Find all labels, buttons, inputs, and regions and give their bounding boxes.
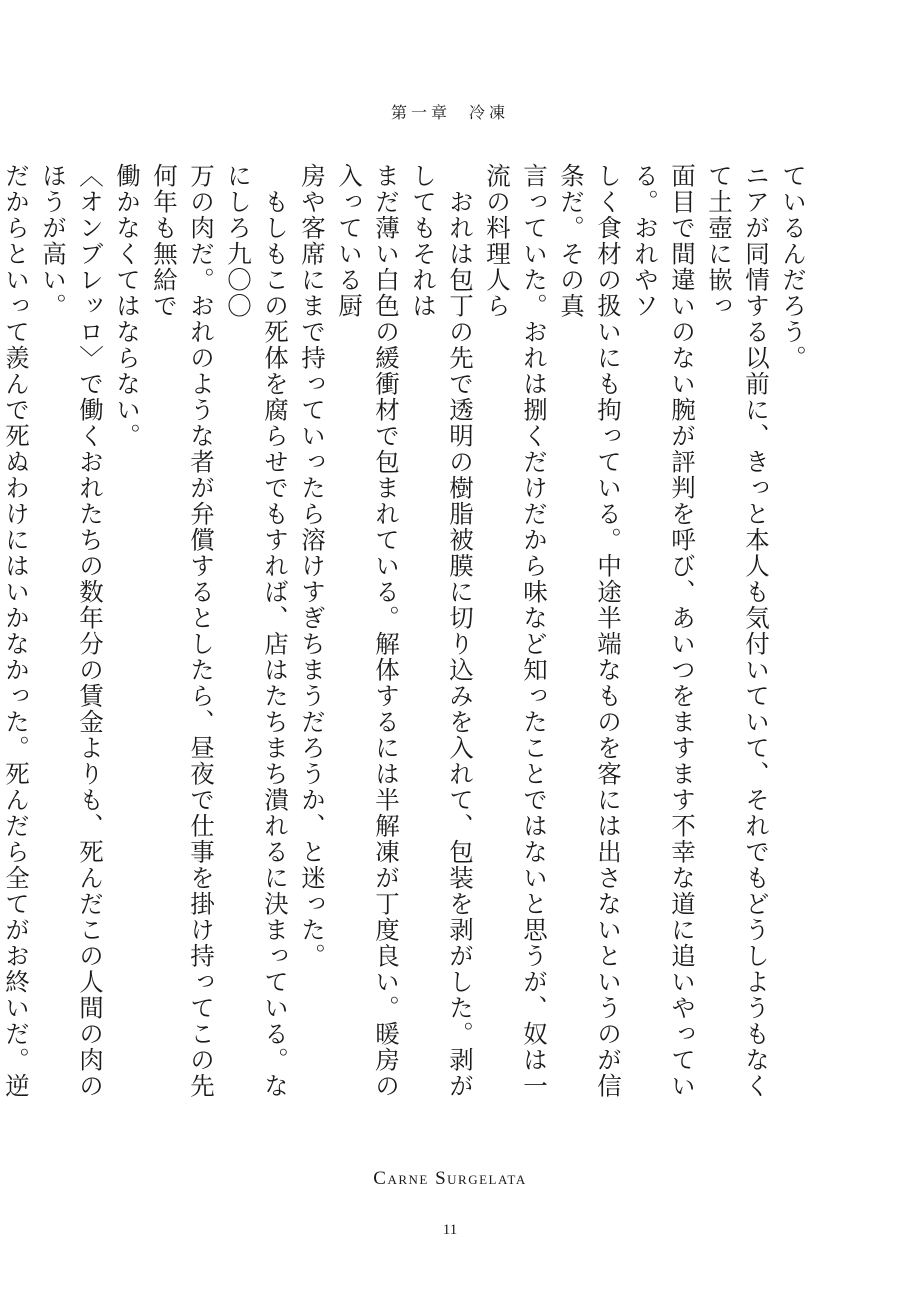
chapter-name: 冷凍 [469,103,510,122]
page-number: 11 [442,1222,458,1238]
paragraph: 〈オンブレッロ〉で働くおれたちの数年分の賃金よりも、死んだこの人間の肉のほうが高い。 だからといって羨んで死ぬわけにはいかなかった。死んだら全てがお終いだ。逆 [2,163,105,1099]
chapter-title [0,100,900,123]
chapter-label: 第一章 [390,103,451,122]
paragraph: おれは包丁の先で透明の樹脂被膜に切り込みを入れて、包装を剥がした。剥がしてもそれは まだ薄い白色の緩衝材で包まれている。解体するには半解凍が丁度良い。暖房の入っている厨 房や客席にまで持っていったら溶けすぎちまうだろうか、と迷った。 [298,163,475,1099]
paragraph: もしもこの死体を腐らせでもすれば、店はたちまち潰れるに決まっている。なにしろ九〇〇 万の肉だ。おれのような者が弁償するとしたら、昼夜で仕事を掛け持ってこの先何年も無給で 働かなくてはならない。 [113,163,290,1099]
body-text [2,163,812,1123]
book-title: Carne Surgelata [373,1168,527,1189]
paragraph: ているんだろう。 ニアが同情する以前に、きっと本人も気付いていて、それでもどうしようもなくて土壺に嵌っ 面目で間違いのない腕が評判を呼び、あいつをますます不幸な道に追いやっている。おれやソ しく食材の扱いにも拘っている。中途半端なものを客には出さないというのが信条だ。その真 言っていた。おれは捌くだけだから味など知ったことではないと思うが、奴は一流の料理人ら [483,163,808,1099]
